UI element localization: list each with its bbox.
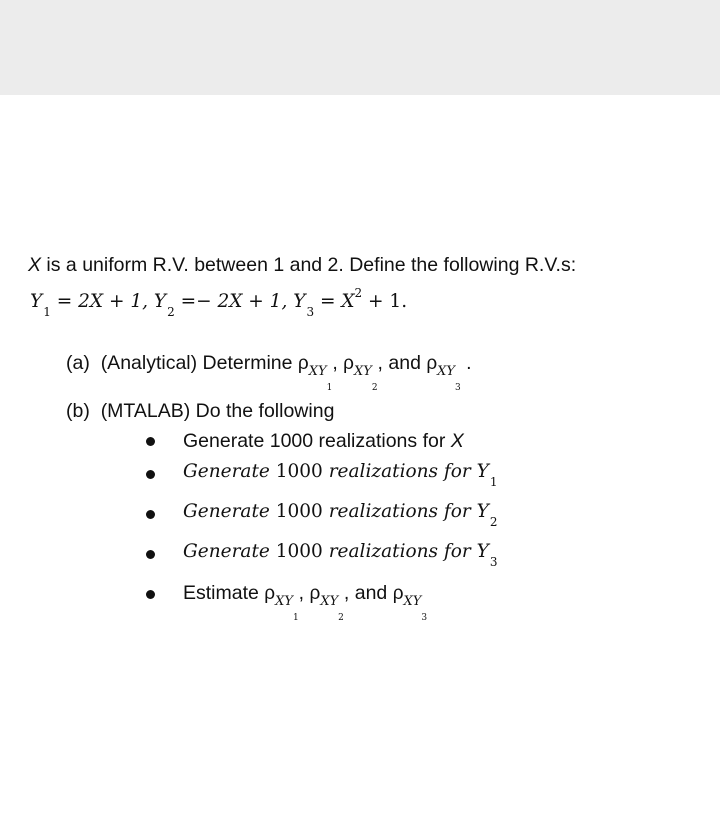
xy-2: XY bbox=[353, 364, 372, 379]
var-x: X bbox=[28, 254, 42, 276]
top-bar bbox=[0, 0, 720, 95]
bullet-item bbox=[183, 461, 498, 489]
w2: realizations for Y bbox=[328, 541, 489, 562]
xy-3: XY bbox=[403, 594, 422, 609]
bullet-text: Estimate bbox=[183, 582, 265, 604]
sep: , bbox=[298, 582, 310, 604]
y3-sub: 3 bbox=[306, 305, 315, 319]
sep: , bbox=[332, 352, 344, 374]
part-b-text: (MTALAB) Do the following bbox=[100, 400, 335, 422]
rho-3: ρ bbox=[392, 583, 404, 604]
rho-1: ρ bbox=[297, 353, 309, 374]
w1: Generate bbox=[183, 541, 270, 562]
y3: Y bbox=[293, 291, 306, 312]
bullet-text: Generate 1000 realizations for bbox=[183, 430, 451, 452]
sub-3: 3 bbox=[421, 613, 428, 623]
y2: Y bbox=[153, 291, 167, 312]
xy-1: XY bbox=[308, 364, 327, 379]
intro-text bbox=[28, 254, 576, 277]
sub-3: 3 bbox=[455, 383, 461, 393]
bullet-icon bbox=[146, 470, 155, 479]
bullet-item bbox=[183, 582, 428, 623]
sep: , and bbox=[377, 352, 427, 374]
xy-3: XY bbox=[437, 364, 455, 379]
sub-2: 2 bbox=[371, 383, 378, 393]
end: . bbox=[460, 352, 472, 374]
rho-2: ρ bbox=[343, 353, 354, 374]
bullet-item bbox=[183, 501, 498, 529]
part-b-label: (b) bbox=[66, 400, 90, 422]
sub: 2 bbox=[489, 515, 498, 529]
bullet-icon bbox=[146, 510, 155, 519]
w1: Generate bbox=[183, 461, 270, 482]
rho-3: ρ bbox=[426, 353, 438, 374]
bullet-icon bbox=[146, 550, 155, 559]
y3-rhs: = X bbox=[314, 291, 355, 312]
bullet-item bbox=[183, 430, 464, 453]
num: 1000 bbox=[269, 541, 329, 562]
num: 1000 bbox=[269, 501, 329, 522]
sub-2: 2 bbox=[338, 613, 344, 623]
y3-sup: 2 bbox=[354, 286, 363, 300]
bullet-icon bbox=[146, 437, 155, 446]
y1-rhs: = 2X + 1, bbox=[50, 291, 154, 312]
bullet-icon bbox=[146, 590, 155, 599]
sub-1: 1 bbox=[292, 613, 299, 623]
y2-rhs: =− 2X + 1, bbox=[174, 291, 294, 312]
w1: Generate bbox=[183, 501, 270, 522]
sep: , and bbox=[343, 582, 393, 604]
var-x: X bbox=[450, 430, 464, 452]
part-a-label: (a) bbox=[66, 352, 90, 374]
intro-sentence: is a uniform R.V. between 1 and 2. Define the following R.V.s: bbox=[41, 254, 577, 276]
xy-2: XY bbox=[320, 594, 339, 609]
sub-1: 1 bbox=[326, 383, 333, 393]
part-a-text: (Analytical) Determine bbox=[100, 352, 298, 374]
rho-2: ρ bbox=[309, 583, 321, 604]
w2: realizations for Y bbox=[328, 461, 489, 482]
sub: 1 bbox=[489, 475, 498, 489]
xy-1: XY bbox=[275, 594, 293, 609]
y1: Y bbox=[30, 291, 43, 312]
y1-sub: 1 bbox=[43, 305, 51, 319]
part-a bbox=[66, 352, 472, 393]
w2: realizations for Y bbox=[328, 501, 489, 522]
rho-1: ρ bbox=[264, 583, 276, 604]
part-b bbox=[66, 400, 334, 423]
y3-tail: + 1. bbox=[362, 291, 408, 312]
y2-sub: 2 bbox=[167, 305, 175, 319]
sub: 3 bbox=[489, 555, 498, 569]
equations bbox=[30, 286, 408, 319]
num: 1000 bbox=[269, 461, 329, 482]
bullet-item bbox=[183, 541, 498, 569]
